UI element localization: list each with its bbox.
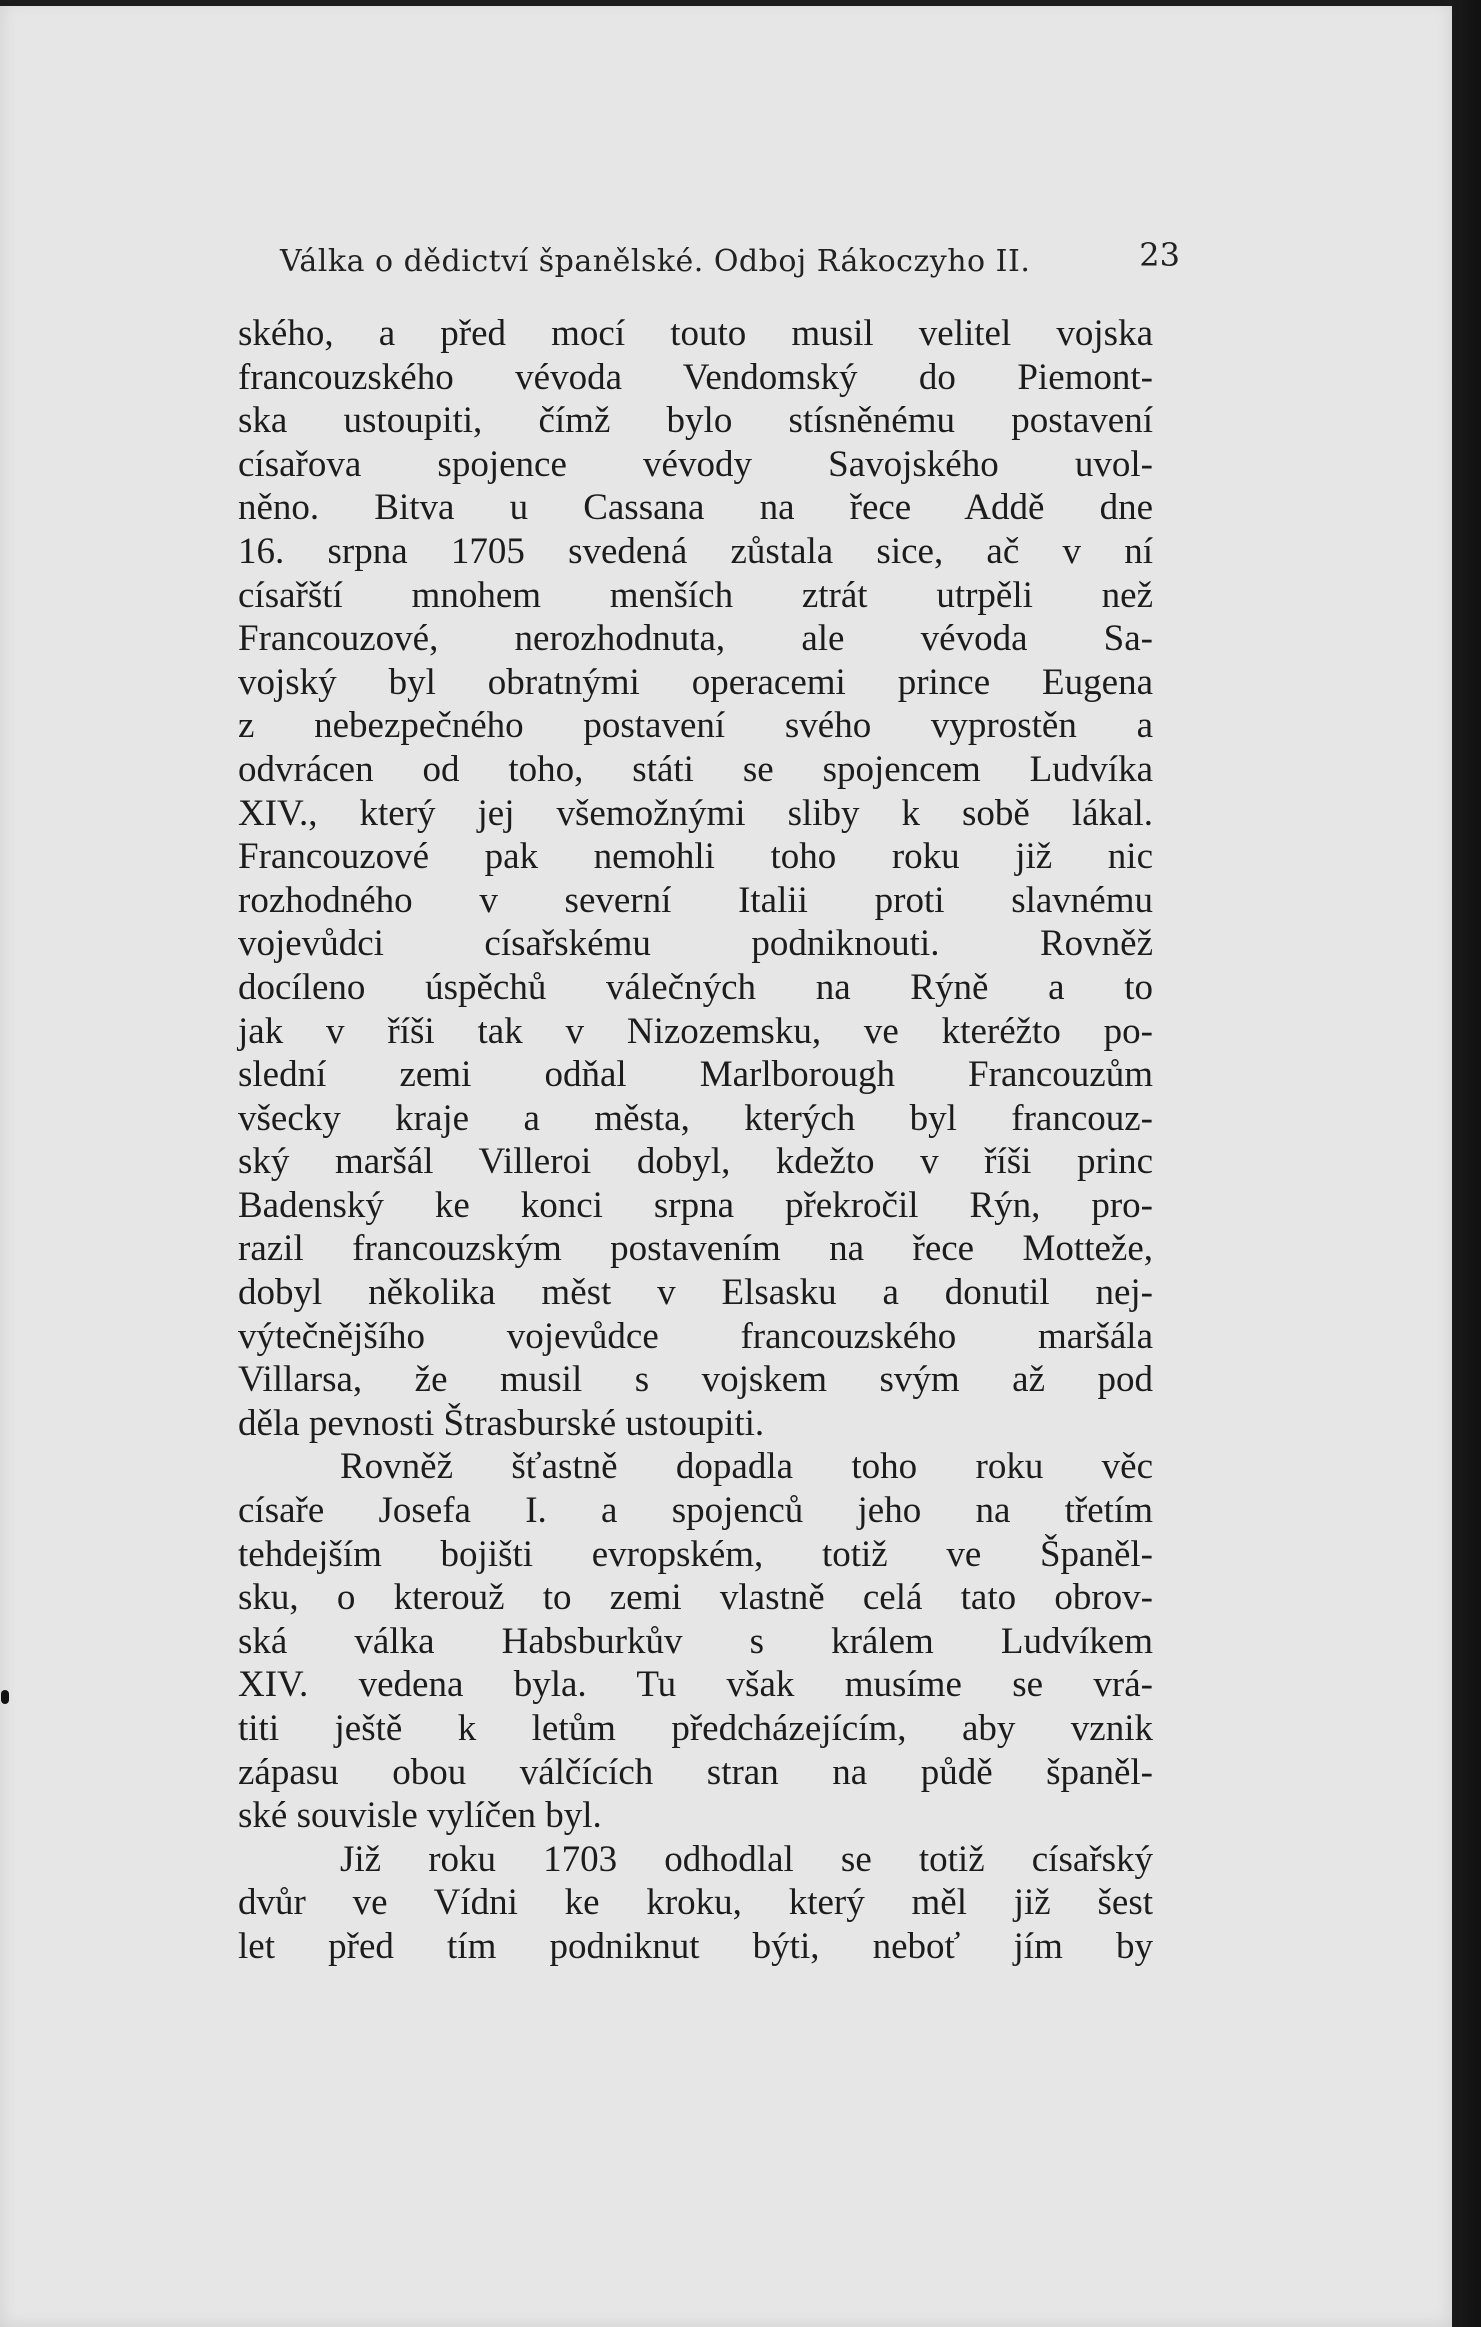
text-line: Badenský ke konci srpna překročil Rýn, pro- bbox=[238, 1184, 1153, 1226]
text-line: ská válka Habsburkův s králem Ludvíkem bbox=[238, 1620, 1153, 1662]
text-line: Rovněž šťastně dopadla toho roku věc bbox=[340, 1446, 1153, 1488]
text-line: tehdejším bojišti evropském, totiž ve Španěl- bbox=[238, 1533, 1153, 1575]
text-line: něno. Bitva u Cassana na řece Addě dne bbox=[238, 487, 1153, 529]
text-line: XIV., který jej všemožnými sliby k sobě lákal. bbox=[238, 792, 1153, 834]
text-line: rozhodného v severní Italii proti slavnému bbox=[238, 879, 1153, 921]
text-line: Již roku 1703 odhodlal se totiž císařský bbox=[340, 1838, 1153, 1880]
text-line: vojevůdci císařskému podniknouti. Rovněž bbox=[238, 923, 1153, 965]
text-line: všecky kraje a města, kterých byl francouz- bbox=[238, 1097, 1153, 1139]
page-header bbox=[255, 236, 1180, 296]
text-line: let před tím podniknut býti, neboť jím by bbox=[238, 1925, 1153, 1967]
text-line: francouzského vévoda Vendomský do Piemont- bbox=[238, 356, 1153, 398]
text-line: sku, o kterouž to zemi vlastně celá tato obrov- bbox=[238, 1577, 1153, 1619]
text-line: ský maršál Villeroi dobyl, kdežto v říši princ bbox=[238, 1141, 1153, 1183]
text-line: razil francouzským postavením na řece Motteže, bbox=[238, 1228, 1153, 1270]
text-line: ské souvisle vylíčen byl. bbox=[238, 1795, 602, 1837]
body-text bbox=[238, 312, 1153, 1969]
text-line: docíleno úspěchů válečných na Rýně a to bbox=[238, 966, 1153, 1008]
text-line: dvůr ve Vídni ke kroku, který měl již šest bbox=[238, 1882, 1153, 1924]
text-line: výtečnějšího vojevůdce francouzského maršála bbox=[238, 1315, 1153, 1357]
text-line: z nebezpečného postavení svého vyprostěn a bbox=[238, 705, 1153, 747]
text-line: děla pevnosti Štrasburské ustoupiti. bbox=[238, 1402, 765, 1444]
text-line: císaře Josefa I. a spojenců jeho na třetím bbox=[238, 1490, 1153, 1532]
text-line: slední zemi odňal Marlborough Francouzům bbox=[238, 1054, 1153, 1096]
text-line: XIV. vedena byla. Tu však musíme se vrá- bbox=[238, 1664, 1153, 1706]
scan-border-top bbox=[0, 0, 1452, 6]
text-line: dobyl několika měst v Elsasku a donutil nej- bbox=[238, 1272, 1153, 1314]
text-line: 16. srpna 1705 svedená zůstala sice, ač v ní bbox=[238, 530, 1153, 572]
text-line: Francouzové, nerozhodnuta, ale vévoda Sa- bbox=[238, 618, 1153, 660]
text-line: Francouzové pak nemohli toho roku již nic bbox=[238, 836, 1153, 878]
text-line: ska ustoupiti, čímž bylo stísněnému postavení bbox=[238, 400, 1153, 442]
running-head: Válka o dědictví španělské. Odboj Rákoczyho II. bbox=[280, 244, 1031, 279]
text-line: zápasu obou válčících stran na půdě španěl- bbox=[238, 1751, 1153, 1793]
text-line: titi ještě k letům předcházejícím, aby vznik bbox=[238, 1708, 1153, 1749]
text-line: císařova spojence vévody Savojského uvol- bbox=[238, 443, 1153, 485]
text-line: ského, a před mocí touto musil velitel vojska bbox=[238, 313, 1153, 354]
text-line: odvrácen od toho, státi se spojencem Ludvíka bbox=[238, 748, 1153, 790]
binding-mark bbox=[1, 1690, 9, 1704]
page-number: 23 bbox=[1139, 236, 1180, 274]
text-line: císařští mnohem menších ztrát utrpěli než bbox=[238, 574, 1153, 616]
text-line: vojský byl obratnými operacemi prince Eugena bbox=[238, 661, 1153, 703]
text-line: Villarsa, že musil s vojskem svým až pod bbox=[238, 1359, 1153, 1401]
scan-border-right bbox=[1452, 0, 1481, 2327]
text-line: jak v říši tak v Nizozemsku, ve kteréžto po- bbox=[238, 1010, 1153, 1052]
